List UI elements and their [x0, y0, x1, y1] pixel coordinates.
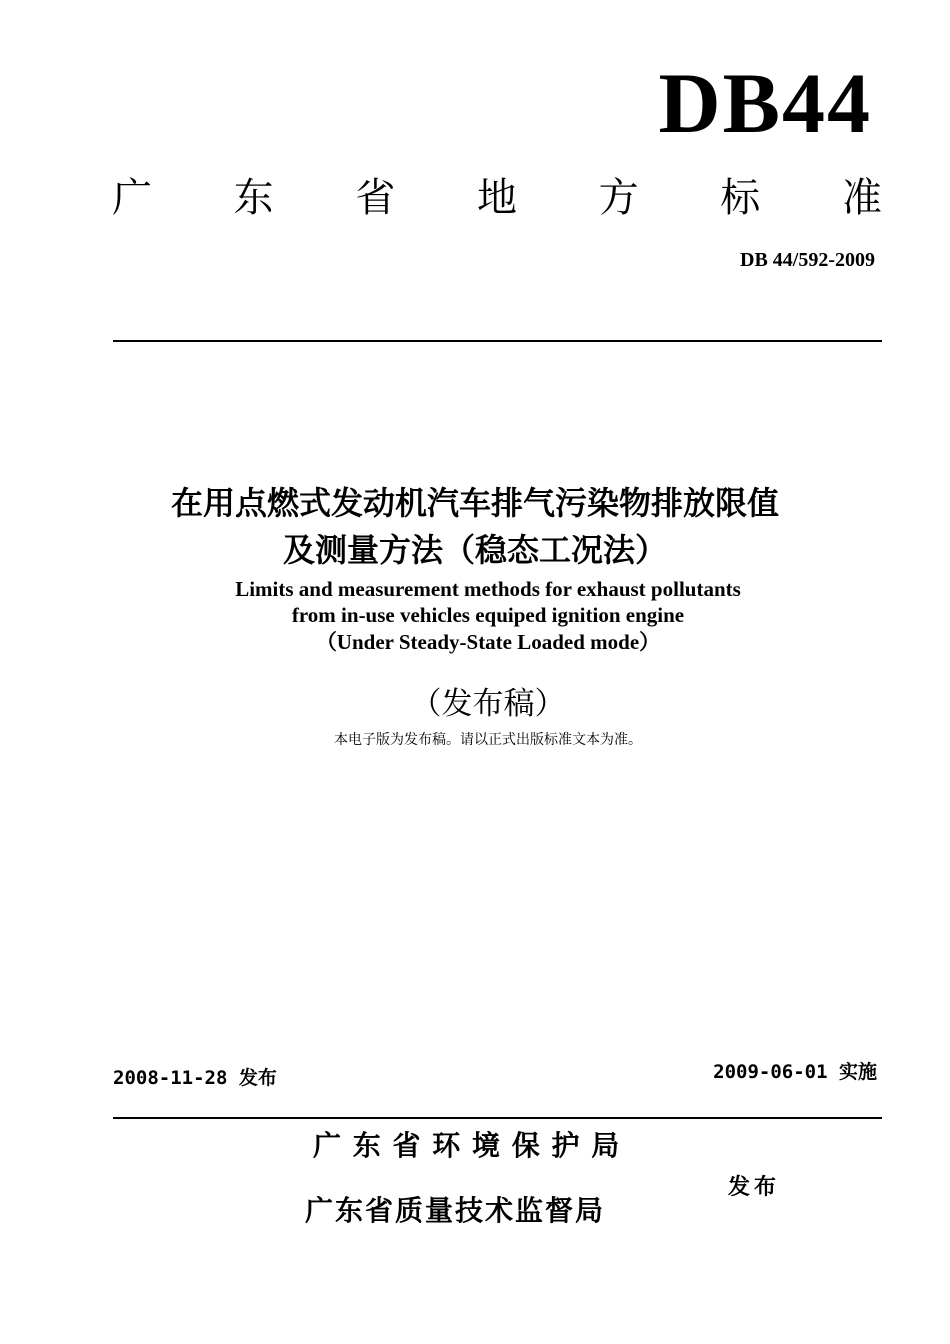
draft-label: （发布稿） — [410, 686, 566, 722]
standard-type-char: 地 — [476, 175, 517, 221]
standard-type-char: 方 — [598, 175, 639, 221]
publish-date: 2008-11-28 发布 — [113, 1067, 277, 1089]
top-divider — [113, 340, 882, 342]
db44-logo: DB44 — [658, 55, 872, 151]
draft-note: 本电子版为发布稿。请以正式出版标准文本为准。 — [334, 732, 642, 748]
standard-type-char: 准 — [841, 175, 882, 221]
standard-type-char: 广 — [112, 175, 152, 221]
standard-type-heading — [112, 175, 882, 221]
issue-word: 发布 — [728, 1175, 781, 1200]
bottom-divider — [113, 1117, 882, 1119]
title-en-line2: from in-use vehicles equiped ignition engine — [291, 603, 685, 627]
standard-type-char: 标 — [720, 175, 761, 221]
issuer-environment-bureau: 广 东 省 环 境 保 护 局 — [313, 1129, 620, 1162]
issuer-quality-bureau: 广东省质量技术监督局 — [305, 1194, 606, 1227]
standard-type-char: 省 — [355, 175, 396, 221]
title-en-line3: （Under Steady-State Loaded mode） — [315, 630, 661, 654]
title-zh-line2: 及测量方法（稳态工况法） — [282, 531, 667, 569]
title-en-line1: Limits and measurement methods for exhaust pollutants — [235, 577, 741, 601]
title-zh-line1: 在用点燃式发动机汽车排气污染物排放限值 — [170, 484, 779, 522]
standard-type-char: 东 — [233, 175, 274, 221]
implement-date: 2009-06-01 实施 — [713, 1061, 877, 1083]
standard-code: DB 44/592-2009 — [740, 249, 875, 271]
